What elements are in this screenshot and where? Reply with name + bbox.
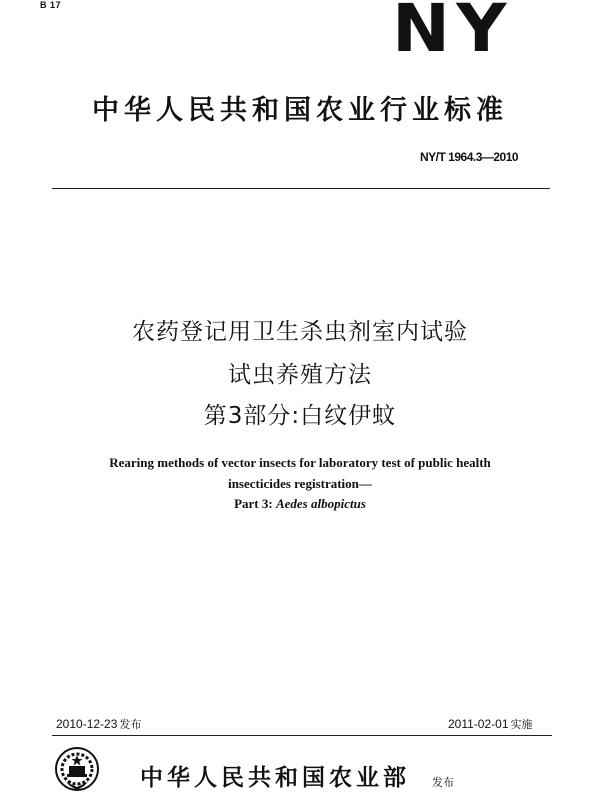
species-name: Aedes albopictus: [275, 496, 366, 511]
issue-verb: 发布: [432, 776, 454, 789]
part-label: Part 3:: [234, 496, 276, 511]
english-title-line-1: Rearing methods of vector insects for laboratory test of public health: [109, 455, 491, 470]
effective-date: [448, 716, 533, 732]
chinese-title-line-3: 第3部分:白纹伊蚊: [203, 403, 397, 429]
bottom-divider: [52, 735, 552, 736]
ccs-code: B 17: [40, 0, 62, 10]
chinese-title-line-2: 试虫养殖方法: [228, 362, 372, 388]
effective-date-value: 2011-02-01: [448, 717, 509, 731]
english-title-line-2: insecticides registration—: [228, 476, 372, 491]
standard-category-title: 中华人民共和国农业行业标准: [92, 95, 508, 126]
effective-date-label: 实施: [510, 718, 533, 731]
issue-date: [56, 716, 141, 732]
issue-date-label: 发布: [119, 718, 142, 731]
chinese-title-line-1: 农药登记用卫生杀虫剂室内试验: [132, 319, 468, 345]
standard-number: NY/T 1964.3—2010: [420, 150, 519, 164]
issuing-authority: 中华人民共和国农业部: [140, 765, 410, 791]
top-divider: [52, 188, 550, 189]
english-title-line-3: [0, 496, 600, 512]
issue-date-value: 2010-12-23: [56, 717, 118, 731]
standard-logo: NY: [392, 0, 513, 67]
national-emblem-icon: [54, 746, 100, 792]
